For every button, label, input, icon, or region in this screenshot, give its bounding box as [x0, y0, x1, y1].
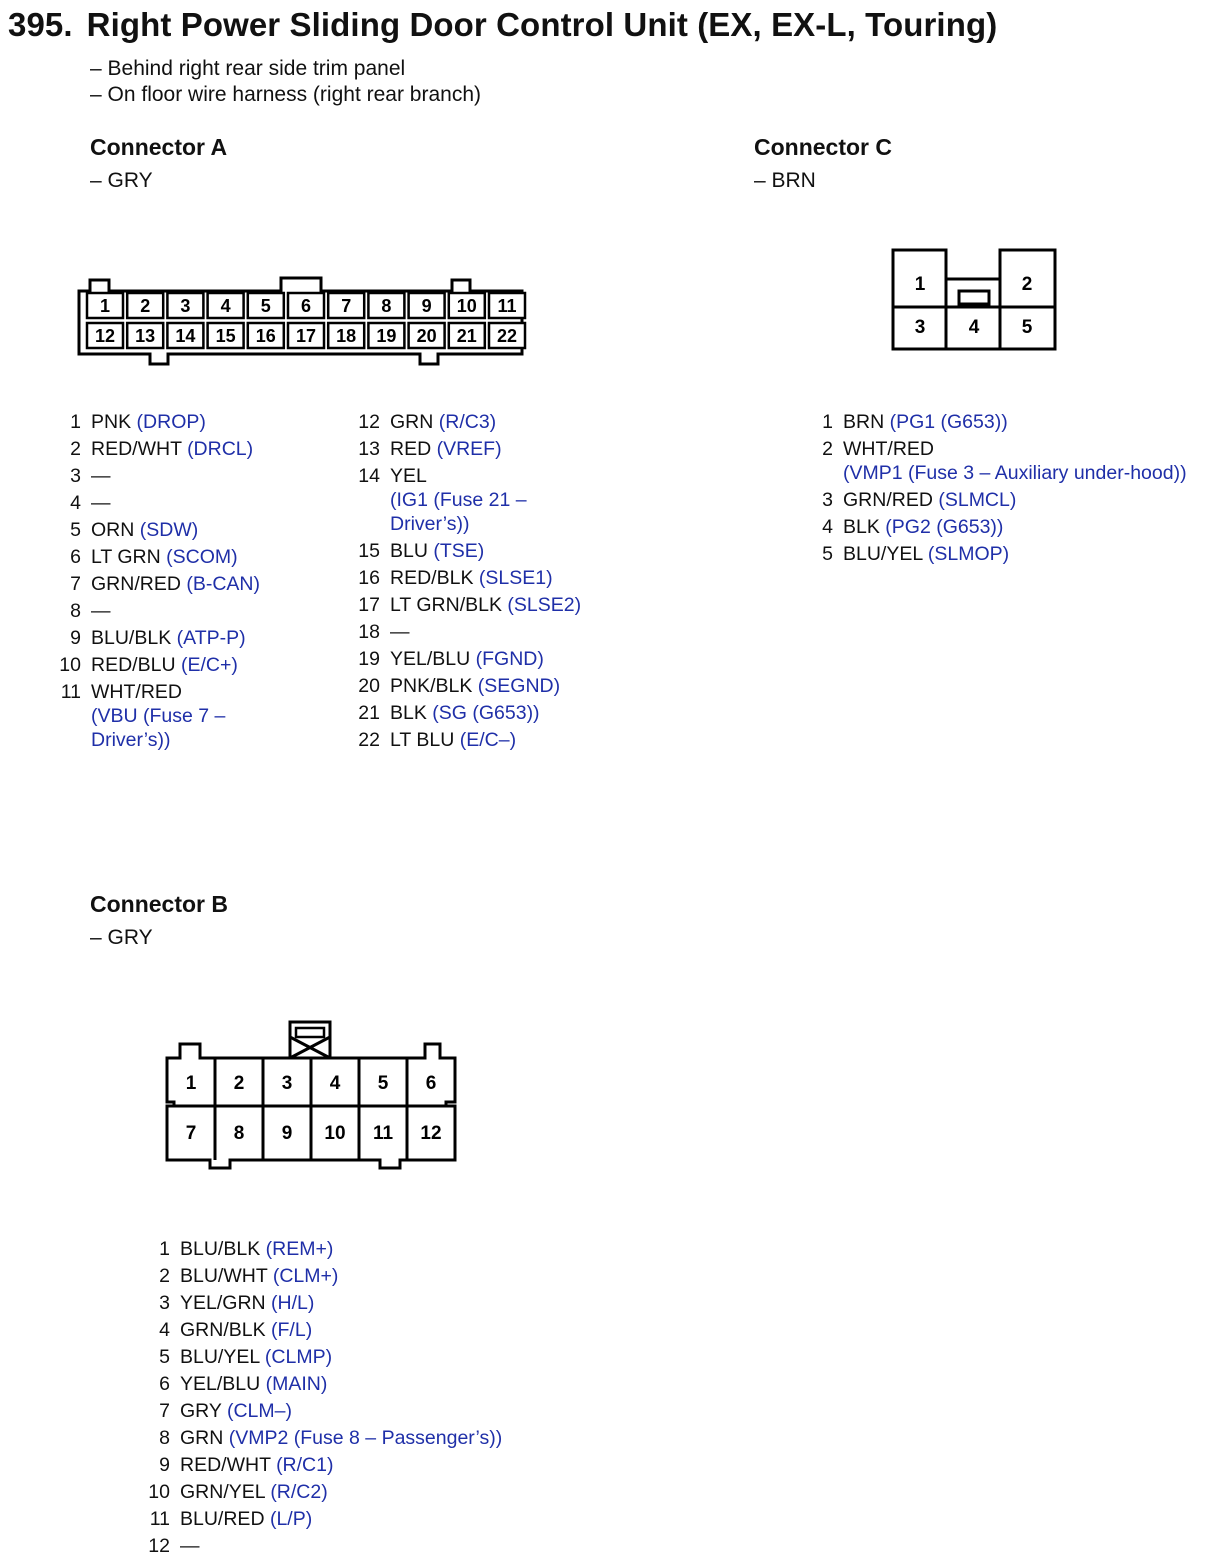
- pin-number: 14: [358, 465, 380, 487]
- signal-name: (ATP-P): [176, 627, 246, 649]
- signal-name: (VREF): [436, 438, 502, 460]
- wire-color: BRN: [843, 411, 885, 433]
- signal-name: (R/C2): [270, 1481, 328, 1503]
- connector-a-cell-7: 7: [341, 296, 352, 316]
- connector-b-color: – GRY: [90, 926, 153, 949]
- pin-number: 21: [358, 702, 380, 724]
- pin-number: 5: [822, 543, 833, 565]
- connector-a-pinlist-col2: [358, 409, 582, 754]
- wire-color: WHT/RED: [91, 681, 182, 703]
- signal-name: (E/C–): [459, 729, 517, 751]
- pin-number: 16: [358, 567, 380, 589]
- connector-b-cell-9: 9: [281, 1123, 293, 1144]
- connector-b-cell-3: 3: [281, 1073, 293, 1094]
- connector-a-cell-13: 13: [135, 326, 156, 346]
- wire-color: YEL/BLU: [180, 1373, 261, 1395]
- pin-row: [70, 625, 260, 652]
- signal-name: (PG2 (G653)): [885, 516, 1004, 538]
- connector-a-cell-18: 18: [336, 326, 357, 346]
- pin-number: 3: [159, 1292, 170, 1314]
- connector-a-color: – GRY: [90, 169, 153, 192]
- signal-name-cont: Driver’s)): [390, 513, 470, 535]
- pin-row: [358, 646, 581, 673]
- pin-row: [70, 571, 261, 598]
- component-number: 395.: [8, 6, 73, 43]
- wire-color: BLK: [843, 516, 880, 538]
- wire-color: LT GRN: [91, 546, 161, 568]
- pin-row: [159, 1344, 502, 1371]
- connector-b-cell-11: 11: [372, 1123, 394, 1144]
- pin-row: [159, 1317, 502, 1344]
- pin-row: [358, 565, 581, 592]
- pin-row: [148, 1533, 502, 1560]
- wire-color: YEL/GRN: [180, 1292, 266, 1314]
- pin-row: [149, 1506, 502, 1533]
- wire-color: —: [91, 492, 111, 514]
- connector-b-title: Connector B: [90, 891, 228, 917]
- pin-row: [159, 1236, 502, 1263]
- pin-number: 19: [358, 648, 380, 670]
- connector-a-cell-8: 8: [381, 296, 392, 316]
- pin-number: 3: [822, 489, 833, 511]
- pin-row: [822, 541, 1187, 568]
- pin-number: 7: [159, 1400, 170, 1422]
- connector-a-face-diagram: [76, 274, 528, 368]
- wire-color: BLU/RED: [180, 1508, 265, 1530]
- signal-name: (H/L): [271, 1292, 315, 1314]
- wire-color: ORN: [91, 519, 135, 541]
- pin-number: 22: [358, 729, 380, 751]
- connector-c-cell-2: 2: [1021, 274, 1033, 295]
- connector-b-lock-tab: [290, 1022, 330, 1058]
- pin-row: [358, 409, 581, 436]
- signal-name: (CLMP): [264, 1346, 333, 1368]
- signal-name: (TSE): [433, 540, 485, 562]
- pin-number: 9: [70, 627, 81, 649]
- wire-color: GRY: [180, 1400, 222, 1422]
- connector-b-cell-12: 12: [420, 1123, 442, 1144]
- wire-color: —: [390, 621, 410, 643]
- connector-a-cell-2: 2: [140, 296, 151, 316]
- pin-row: [358, 592, 582, 619]
- connector-b-cell-2: 2: [233, 1073, 245, 1094]
- connector-b-cell-4: 4: [329, 1073, 341, 1094]
- connector-a-title: Connector A: [90, 134, 228, 160]
- wire-color: WHT/RED: [843, 438, 934, 460]
- pin-number: 17: [358, 594, 380, 616]
- wire-color: YEL: [390, 465, 427, 487]
- wire-color: RED/WHT: [180, 1454, 271, 1476]
- wire-color: BLU/WHT: [180, 1265, 268, 1287]
- connector-a-cell-17: 17: [295, 326, 317, 346]
- signal-name: (DROP): [136, 411, 206, 433]
- pin-number: 1: [822, 411, 833, 433]
- pin-row: [159, 1263, 502, 1290]
- connector-a-cell-6: 6: [300, 296, 312, 316]
- connector-a-cell-20: 20: [416, 326, 437, 346]
- pin-number: 11: [149, 1508, 170, 1530]
- connector-a-housing: [79, 278, 522, 364]
- pin-number: 6: [70, 546, 81, 568]
- wire-color: RED/BLU: [91, 654, 176, 676]
- pin-number: 1: [159, 1238, 170, 1260]
- pin-number: 11: [60, 681, 81, 703]
- signal-name: (SLSE1): [478, 567, 553, 589]
- pin-row: [70, 544, 260, 571]
- connector-a-cell-22: 22: [496, 326, 518, 346]
- pin-row: [70, 463, 260, 490]
- pin-row: [70, 490, 260, 517]
- signal-name-cont: Driver’s)): [91, 729, 171, 751]
- pin-row: [159, 1425, 503, 1452]
- pin-row: [358, 700, 581, 727]
- connector-a-cell-10: 10: [456, 296, 477, 316]
- pin-number: 2: [159, 1265, 170, 1287]
- signal-name: (IG1 (Fuse 21 –: [390, 489, 527, 511]
- connector-c-face-diagram: [888, 246, 1060, 356]
- signal-name: (SDW): [139, 519, 199, 541]
- signal-name: (SLSE2): [507, 594, 582, 616]
- pin-row: [59, 652, 260, 679]
- connector-a-cell-4: 4: [220, 296, 231, 316]
- connector-c-cell-1: 1: [914, 274, 926, 295]
- pin-number: 8: [159, 1427, 170, 1449]
- connector-a-cell-1: 1: [99, 296, 111, 316]
- pin-number: 15: [358, 540, 380, 562]
- component-title: Right Power Sliding Door Control Unit (EX, EX-L, Touring): [86, 6, 998, 43]
- pin-row: [358, 436, 581, 463]
- signal-name: (CLM–): [226, 1400, 292, 1422]
- signal-name: (R/C1): [276, 1454, 334, 1476]
- wire-color: GRN: [390, 411, 434, 433]
- wire-color: RED: [390, 438, 432, 460]
- signal-name: (F/L): [271, 1319, 313, 1341]
- pin-number: 2: [822, 438, 833, 460]
- connector-b-pinlist: [148, 1236, 503, 1560]
- pin-number: 10: [148, 1481, 170, 1503]
- connector-c-cell-4: 4: [968, 317, 980, 338]
- connector-a-cell-5: 5: [260, 296, 271, 316]
- connector-a-cell-12: 12: [94, 326, 116, 346]
- connector-c-latch: [959, 291, 989, 304]
- connector-b-cell-7: 7: [185, 1123, 197, 1144]
- wire-color: GRN/RED: [843, 489, 933, 511]
- pin-number: 10: [59, 654, 81, 676]
- connector-c-color: – BRN: [754, 169, 816, 192]
- wire-color: LT BLU: [390, 729, 455, 751]
- signal-name: (MAIN): [265, 1373, 328, 1395]
- wire-color: PNK: [91, 411, 132, 433]
- pin-number: 1: [70, 411, 81, 433]
- connector-b-cell-1: 1: [185, 1073, 197, 1094]
- connector-c-cell-5: 5: [1021, 317, 1033, 338]
- connector-b-cell-6: 6: [425, 1073, 437, 1094]
- wire-color: GRN/RED: [91, 573, 181, 595]
- pin-number: 18: [358, 621, 380, 643]
- connector-a-cell-14: 14: [175, 326, 196, 346]
- wire-color: BLU/BLK: [91, 627, 172, 649]
- signal-name: (PG1 (G653)): [889, 411, 1008, 433]
- signal-name: (B-CAN): [186, 573, 261, 595]
- wire-color: BLU/YEL: [180, 1346, 260, 1368]
- connector-a-cell-15: 15: [215, 326, 236, 346]
- wire-color: LT GRN/BLK: [390, 594, 502, 616]
- signal-name: (SG (G653)): [432, 702, 540, 724]
- pin-row: [358, 673, 581, 700]
- pin-row: [70, 517, 260, 544]
- signal-name: (L/P): [269, 1508, 313, 1530]
- connector-a-cell-21: 21: [456, 326, 477, 346]
- pin-row: [358, 619, 581, 646]
- signal-name: (SLMOP): [927, 543, 1010, 565]
- signal-name: (CLM+): [272, 1265, 339, 1287]
- connector-b-cell-5: 5: [377, 1073, 389, 1094]
- pin-number: 4: [822, 516, 833, 538]
- pin-row: [822, 487, 1187, 514]
- pin-number: 20: [358, 675, 380, 697]
- pin-row: [159, 1398, 502, 1425]
- pin-number: 8: [70, 600, 81, 622]
- wire-color: GRN/BLK: [180, 1319, 266, 1341]
- pin-number: 12: [358, 411, 380, 433]
- connector-a-cell-19: 19: [376, 326, 397, 346]
- wire-color: GRN/YEL: [180, 1481, 265, 1503]
- pin-row: [159, 1452, 502, 1479]
- wire-color: —: [180, 1535, 200, 1557]
- signal-name: (R/C3): [438, 411, 497, 433]
- pin-row: [358, 727, 581, 754]
- wire-color: BLU: [390, 540, 428, 562]
- connector-c-title: Connector C: [754, 134, 892, 160]
- connector-a-cell-9: 9: [421, 296, 432, 316]
- connector-a-cell-11: 11: [497, 296, 517, 316]
- location-note-2: – On floor wire harness (right rear branch): [90, 83, 481, 106]
- signal-name: (SCOM): [166, 546, 238, 568]
- pin-number: 2: [70, 438, 81, 460]
- signal-name: (VMP1 (Fuse 3 – Auxiliary under-hood)): [843, 462, 1187, 484]
- connector-b-cell-8: 8: [233, 1123, 245, 1144]
- connector-b-cell-10: 10: [324, 1123, 346, 1144]
- wire-color: RED/BLK: [390, 567, 474, 589]
- wire-color: PNK/BLK: [390, 675, 473, 697]
- pin-number: 13: [358, 438, 380, 460]
- pin-row: [159, 1290, 502, 1317]
- wire-color: GRN: [180, 1427, 224, 1449]
- pin-number: 7: [70, 573, 81, 595]
- pin-row: [822, 436, 1187, 487]
- wire-color: BLU/BLK: [180, 1238, 261, 1260]
- pin-row: [70, 409, 260, 436]
- connector-b-face-diagram: [160, 1016, 462, 1176]
- wire-color: YEL/BLU: [390, 648, 471, 670]
- pin-number: 9: [159, 1454, 170, 1476]
- pin-row: [358, 538, 581, 565]
- pin-number: 12: [148, 1535, 170, 1557]
- signal-name: (E/C+): [180, 654, 238, 676]
- connector-a-cell-3: 3: [180, 296, 191, 316]
- connector-a-cell-16: 16: [255, 326, 276, 346]
- pin-number: 5: [70, 519, 81, 541]
- wire-color: —: [91, 465, 111, 487]
- wire-color: —: [91, 600, 111, 622]
- pin-number: 5: [159, 1346, 170, 1368]
- pin-row: [70, 598, 260, 625]
- pin-row: [148, 1479, 502, 1506]
- signal-name: (REM+): [265, 1238, 334, 1260]
- pin-row: [60, 679, 260, 752]
- connector-c-cell-3: 3: [914, 317, 926, 338]
- pin-number: 3: [70, 465, 81, 487]
- pin-number: 4: [70, 492, 81, 514]
- signal-name: (VMP2 (Fuse 8 – Passenger’s)): [228, 1427, 503, 1449]
- pin-number: 6: [159, 1373, 170, 1395]
- signal-name: (DRCL): [187, 438, 254, 460]
- connector-c-pinlist: [822, 409, 1187, 568]
- pin-row: [822, 514, 1187, 541]
- wire-color: BLU/YEL: [843, 543, 923, 565]
- wire-color: RED/WHT: [91, 438, 182, 460]
- signal-name: (SLMCL): [938, 489, 1017, 511]
- page-title: [8, 6, 997, 44]
- pin-row: [70, 436, 260, 463]
- wire-color: BLK: [390, 702, 427, 724]
- location-note-1: – Behind right rear side trim panel: [90, 57, 406, 80]
- signal-name: (SEGND): [477, 675, 561, 697]
- pin-row: [822, 409, 1187, 436]
- pin-number: 4: [159, 1319, 170, 1341]
- connector-a-pinlist-col1: [59, 409, 261, 752]
- pin-row: [159, 1371, 502, 1398]
- pin-row: [358, 463, 581, 538]
- signal-name: (FGND): [475, 648, 544, 670]
- signal-name: (VBU (Fuse 7 –: [91, 705, 226, 727]
